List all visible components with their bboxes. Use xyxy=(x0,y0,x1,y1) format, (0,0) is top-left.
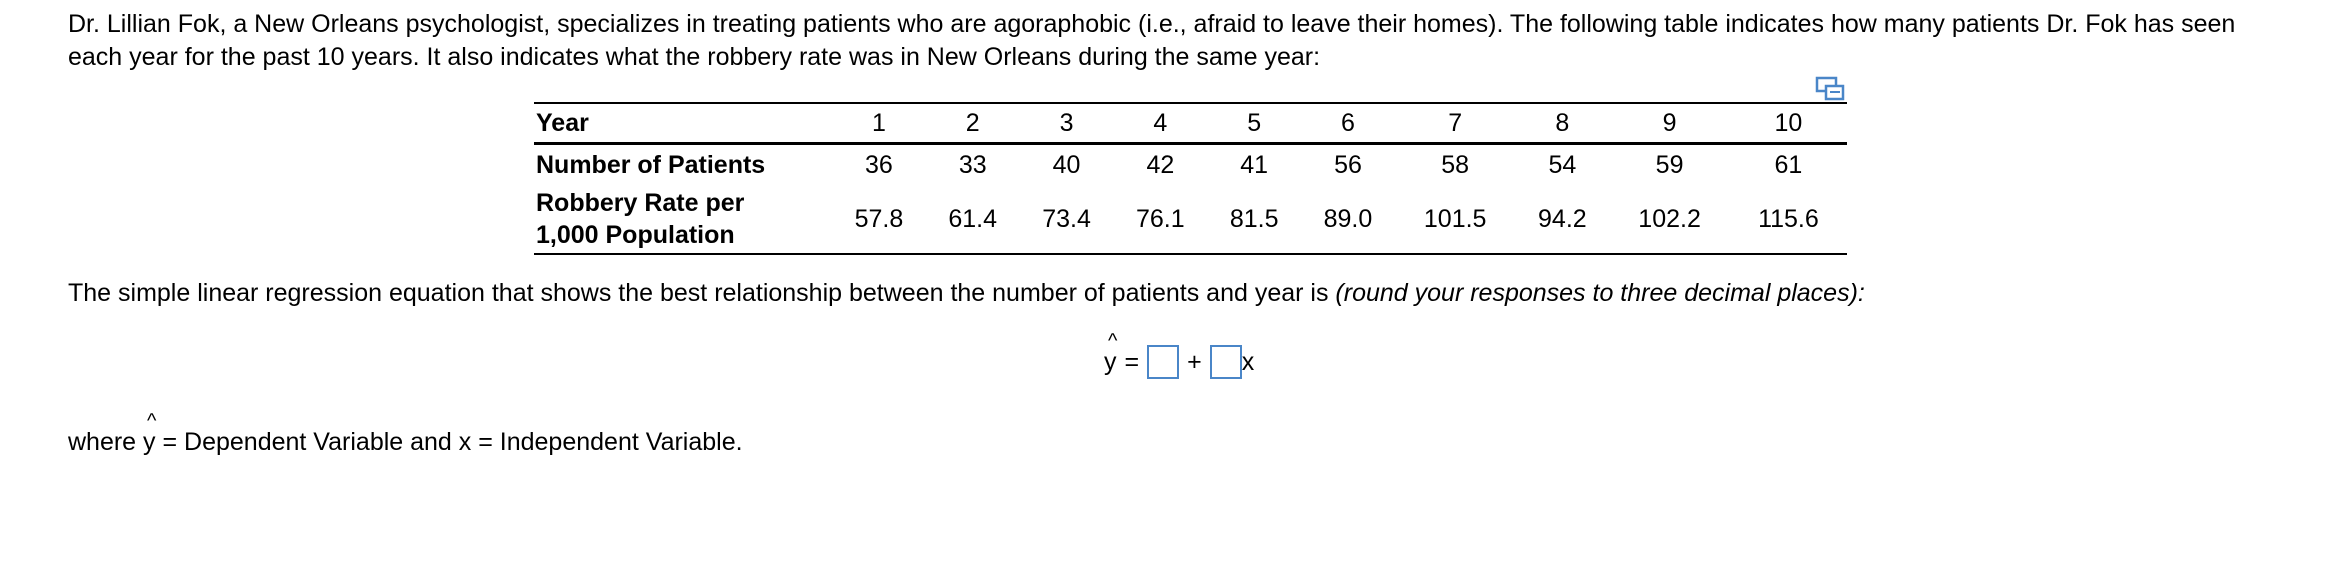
where-prefix: where xyxy=(68,428,144,456)
question-body: The simple linear regression equation that shows the best relationship between the number of patients and year is xyxy=(68,279,1336,307)
patients-cell: 56 xyxy=(1334,150,1362,179)
where-suffix: = Dependent Variable and x = Independent Variable. xyxy=(155,428,743,456)
year-cell: 3 xyxy=(1020,103,1114,144)
robbery-cell: 101.5 xyxy=(1395,185,1516,254)
intercept-input[interactable] xyxy=(1147,345,1179,379)
intro-paragraph: Dr. Lillian Fok, a New Orleans psychologist, specializes in treating patients who are agoraphobic (i.e., afraid to leave their homes). The following table indicates how many patients Dr. Fok has seen each year for the past 10 years. It also indicates what the robbery rate was in New Orleans during the same year: xyxy=(68,10,2236,71)
patients-cell: 58 xyxy=(1441,150,1470,179)
regression-equation xyxy=(1104,329,1255,379)
hat-mark: ^ xyxy=(147,410,157,432)
patients-cell: 61 xyxy=(1774,150,1803,179)
question-text xyxy=(68,279,1865,308)
year-cell: 5 xyxy=(1207,103,1301,144)
data-table xyxy=(534,102,1847,255)
robbery-cell: 76.1 xyxy=(1113,185,1207,254)
year-cell: 4 xyxy=(1113,103,1207,144)
robbery-row xyxy=(534,185,1847,254)
robbery-cell: 89.0 xyxy=(1301,185,1395,254)
year-cell: 10 xyxy=(1730,103,1847,144)
question-instruction: (round your responses to three decimal places): xyxy=(1335,279,1865,307)
robbery-header-line2: 1,000 Population xyxy=(536,221,735,249)
robbery-cell: 94.2 xyxy=(1515,185,1609,254)
robbery-cell: 57.8 xyxy=(832,185,926,254)
patients-cell: 41 xyxy=(1240,150,1269,179)
plus-sign: + xyxy=(1187,347,1202,376)
y-hat-symbol xyxy=(1104,329,1118,377)
patients-cell: 54 xyxy=(1548,150,1577,179)
patients-cell: 40 xyxy=(1052,150,1081,179)
robbery-cell: 102.2 xyxy=(1609,185,1730,254)
year-cell: 8 xyxy=(1515,103,1609,144)
robbery-cell: 115.6 xyxy=(1730,185,1847,254)
copy-to-clipboard-icon[interactable] xyxy=(1815,76,1845,102)
patients-cell: 36 xyxy=(865,150,893,179)
slope-input[interactable] xyxy=(1210,345,1242,379)
x-variable: x xyxy=(1241,347,1255,376)
y-letter: y xyxy=(143,428,156,456)
patients-cell: 42 xyxy=(1146,150,1175,179)
year-cell: 2 xyxy=(926,103,1020,144)
robbery-cell: 61.4 xyxy=(926,185,1020,254)
patients-cell: 33 xyxy=(958,150,987,179)
y-hat-symbol xyxy=(143,410,157,457)
year-cell: 7 xyxy=(1395,103,1516,144)
year-cell: 9 xyxy=(1609,103,1730,144)
equals-sign: = xyxy=(1124,347,1140,376)
robbery-header-line1: Robbery Rate per xyxy=(536,189,745,217)
variable-definition xyxy=(68,410,743,457)
patients-row xyxy=(534,144,1847,186)
hat-mark: ^ xyxy=(1108,329,1118,352)
year-cell: 6 xyxy=(1301,103,1395,144)
robbery-header xyxy=(534,185,832,254)
year-header: Year xyxy=(534,103,832,144)
patients-cell: 59 xyxy=(1655,150,1684,179)
patients-header: Number of Patients xyxy=(536,150,766,179)
year-row xyxy=(534,103,1847,144)
robbery-cell: 73.4 xyxy=(1020,185,1114,254)
robbery-cell: 81.5 xyxy=(1207,185,1301,254)
year-cell: 1 xyxy=(832,103,926,144)
y-letter: y xyxy=(1104,347,1117,376)
